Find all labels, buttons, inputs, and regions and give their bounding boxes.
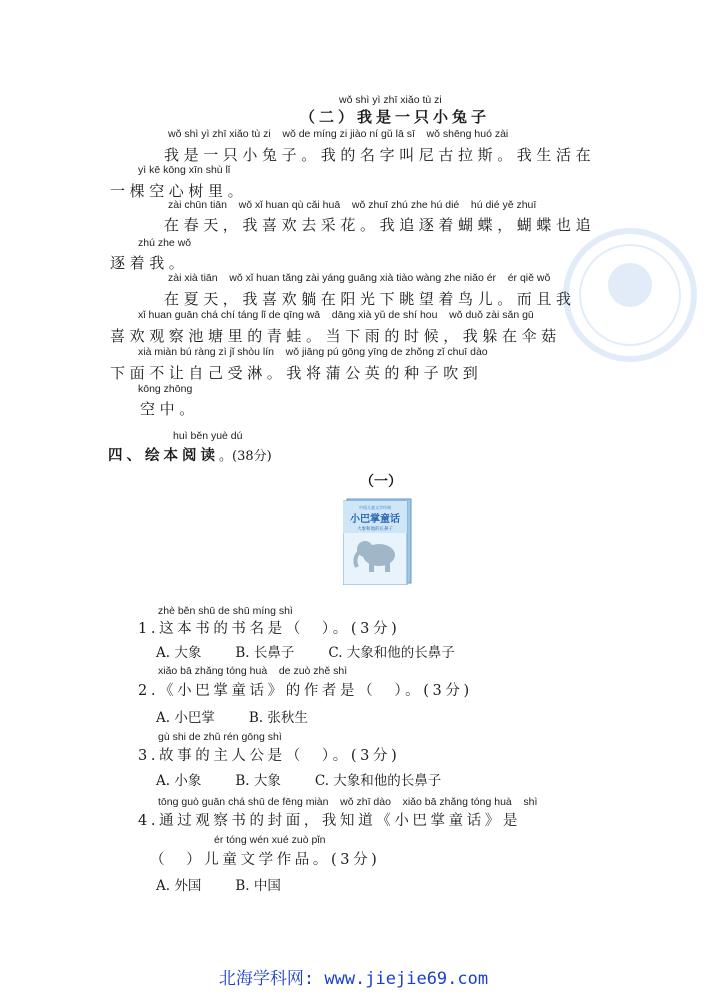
story-line-text: 我是一只小兔子。我的名字叫尼古拉斯。我生活在 <box>164 146 596 164</box>
section4-score: 。(38分) <box>219 449 272 464</box>
question-pinyin: xiǎo bā zhǎng tóng huà de zuò zhě shì <box>158 665 348 677</box>
answer-option[interactable]: A. 小巴掌 <box>156 710 215 726</box>
story-line-text: 在夏天，我喜欢躺在阳光下眺望着鸟儿。而且我 <box>164 290 576 308</box>
answer-options <box>156 706 342 726</box>
answer-option[interactable]: B. 长鼻子 <box>235 645 295 661</box>
story-title: （二）我是一只小兔子 <box>300 108 491 126</box>
story-line-pinyin: wǒ shì yì zhī xiǎo tù zi wǒ de míng zi jiào ní gǔ lā sī wǒ shēng huó zài <box>168 128 509 140</box>
section4-subtitle: （一） <box>360 474 402 490</box>
question-text: 3.故事的主人公是（ ）。(3分) <box>138 748 401 764</box>
story-line-text: 逐着我。 <box>110 254 189 272</box>
question-text: （ ）儿童文学作品。(3分) <box>150 852 381 868</box>
story-line-text: 喜欢观察池塘里的青蛙。当下雨的时候，我躲在伞菇 <box>110 327 561 345</box>
answer-option[interactable]: B. 张秋生 <box>248 710 308 726</box>
story-line-text: 空中。 <box>140 400 199 418</box>
story-line-pinyin: zài xià tiān wǒ xǐ huan tǎng zài yáng guāng xià tiào wàng zhe niǎo ér ér qiě wǒ <box>168 272 551 284</box>
question-pinyin: gù shi de zhǔ rén gōng shì <box>158 731 282 743</box>
question-text: 1.这本书的书名是（ ）。(3分) <box>138 621 401 637</box>
story-line-pinyin: yì kē kōng xīn shù lǐ <box>138 164 231 176</box>
question-pinyin: tōng guò guān chá shū de fēng miàn wǒ zhī dào xiǎo bā zhǎng tóng huà shì <box>158 796 538 808</box>
answer-option[interactable]: A. 外国 <box>156 878 202 894</box>
answer-options <box>156 641 489 661</box>
answer-option[interactable]: A. 大象 <box>156 645 202 661</box>
cover-top-text: 中国儿童文学经典 <box>359 505 391 510</box>
story-line-pinyin: xǐ huan guān chá chí táng lǐ de qīng wā dāng xià yǔ de shí hou wǒ duǒ zài sǎn gū <box>138 309 534 321</box>
cover-subtitle: 大象和他的长鼻子 <box>357 527 393 532</box>
answer-options <box>156 874 315 894</box>
watermark-stamp <box>560 225 700 365</box>
answer-options <box>156 769 475 789</box>
question-pinyin: ér tóng wén xué zuò pǐn <box>214 834 326 846</box>
answer-option[interactable]: B. 中国 <box>235 878 281 894</box>
section4-pinyin: huì běn yuè dú <box>173 430 243 442</box>
story-title-pinyin: wǒ shì yì zhī xiǎo tù zi <box>339 94 442 106</box>
story-line-pinyin: zhú zhe wǒ <box>138 237 192 249</box>
story-line-pinyin: xià miàn bú ràng zì jǐ shòu lín wǒ jiāng pú gōng yīng de zhǒng zǐ chuī dào <box>138 346 488 358</box>
question-pinyin: zhè běn shū de shū míng shì <box>158 605 293 617</box>
story-line-pinyin: zài chūn tiān wǒ xǐ huan qù cǎi huā wǒ zhuī zhú zhe hú dié hú dié yě zhuī <box>168 199 537 211</box>
answer-option[interactable]: B. 大象 <box>235 773 281 789</box>
book-cover-image <box>343 497 413 585</box>
answer-option[interactable]: C. 大象和他的长鼻子 <box>328 645 455 661</box>
answer-option[interactable]: C. 大象和他的长鼻子 <box>314 773 442 789</box>
question-text: 2.《小巴掌童话》的作者是（ ）。(3分) <box>138 683 473 699</box>
question-text: 4.通过观察书的封面，我知道《小巴掌童话》是 <box>138 813 522 829</box>
story-line-text: 下面不让自己受淋。我将蒲公英的种子吹到 <box>110 364 483 382</box>
answer-option[interactable]: A. 小象 <box>156 773 202 789</box>
section4-heading-row <box>108 444 272 465</box>
story-line-pinyin: kōng zhōng <box>138 383 193 395</box>
footer-watermark: 北海学科网: www.jiejie69.com <box>218 969 489 989</box>
cover-title: 小巴掌童话 <box>350 514 400 525</box>
story-line-text: 在春天，我喜欢去采花。我追逐着蝴蝶，蝴蝶也追 <box>164 216 596 234</box>
story-line-text: 一棵空心树里。 <box>110 182 248 200</box>
section4-heading: 四、绘本阅读 <box>108 447 219 464</box>
